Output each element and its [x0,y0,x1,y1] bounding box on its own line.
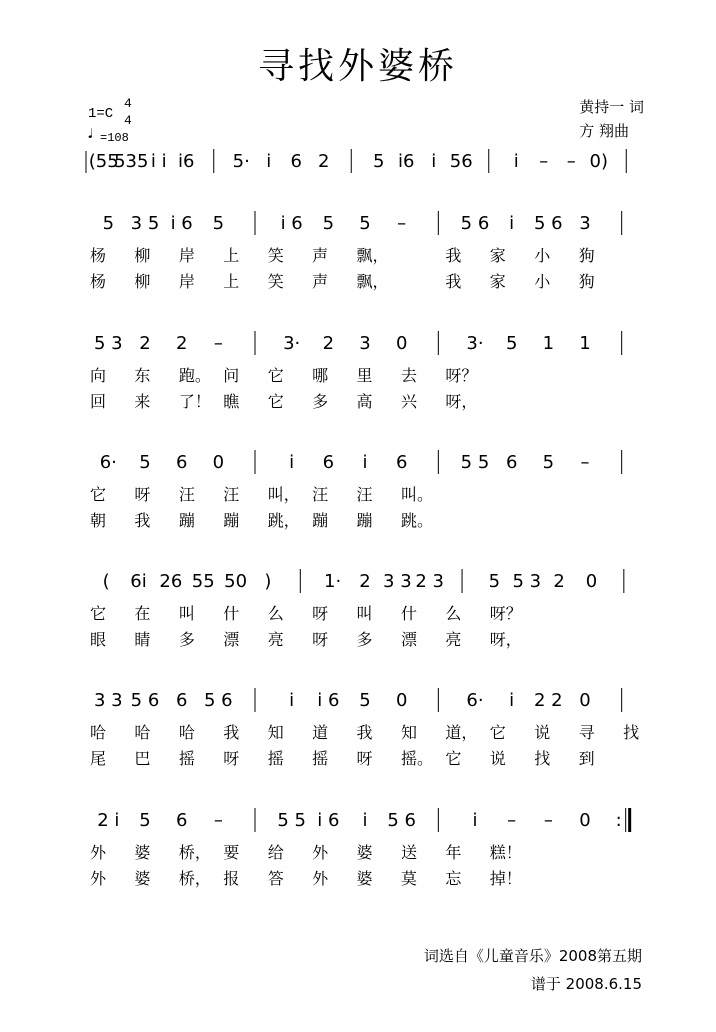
lyric-verse-2: 家 [489,272,506,291]
lyric-verse-2: 婆 [134,869,151,888]
note: i [513,151,519,172]
note: 5 6 [534,213,563,234]
lyric-verse-1: 年 [445,843,462,862]
lyric-verse-2: 亮 [445,630,462,649]
note: – [539,151,549,172]
note: 5 [359,690,371,711]
lyric-verse-2: 我 [445,272,462,291]
lyric-verse-1: 去 [400,366,417,385]
note: 5 5 [277,810,306,831]
lyric-verse-1: 送 [400,843,417,862]
lyric-verse-2: 外 [312,869,329,888]
lyric-verse-1: 汪 [356,485,373,504]
tempo-marking: =108 [100,131,129,145]
lyric-verse-1: 小 [534,246,551,265]
lyric-verse-1: 桥， [178,843,211,862]
note: i [509,690,515,711]
lyric-verse-1: 什 [223,604,240,623]
note: 5 [322,213,335,234]
note: 5 6 [460,213,490,234]
note: 535 [114,151,149,172]
lyric-verse-1: 我 [445,246,462,265]
lyric-verse-2: 笑 [267,272,284,291]
lyric-verse-2: 呀， [489,630,522,649]
note: i [362,452,368,473]
lyric-verse-1: 笑 [267,246,284,265]
note: i [472,810,478,831]
lyric-verse-1: 狗 [578,246,595,265]
note: 6i [130,571,147,592]
note: 3 [579,213,591,234]
note: i6 [398,151,415,172]
note: 3 [359,333,371,354]
lyric-verse-1: 汪 [312,485,329,504]
lyric-verse-2: 尾 [90,749,107,768]
lyric-verse-1: 呀 [312,604,329,623]
lyric-verse-1: 给 [267,843,284,862]
lyric-verse-2: 兴 [400,392,417,411]
note: 2 [322,333,335,354]
lyric-verse-2: 上 [223,272,240,291]
lyric-verse-2: 报 [223,869,240,888]
lyric-verse-2: 呀 [223,749,240,768]
lyric-verse-2: 它 [267,392,284,411]
note: 5 3 [512,571,542,592]
lyric-verse-2: 说 [489,749,506,768]
lyric-verse-1: 知 [400,723,417,742]
lyric-verse-2: 小 [534,272,551,291]
lyric-verse-1: 东 [134,366,151,385]
lyric-verse-2: 找 [534,749,551,768]
lyric-verse-2: 多 [356,630,373,649]
lyric-verse-1: 叫， [267,485,300,504]
note: 5 6 [204,690,233,711]
note: 2 2 [534,690,563,711]
lyric-verse-2: 睛 [134,630,151,649]
note: – [507,810,517,831]
lyricist-credit: 黄持一 词 [579,98,644,116]
note: 6 [322,452,335,473]
lyric-verse-1: 呀 [134,485,151,504]
note: i [289,690,295,711]
lyric-verse-2: 摇 [267,749,284,768]
note: 2 [553,571,565,592]
note: ) [264,571,272,592]
lyric-verse-2: 了！ [178,392,211,411]
lyric-verse-1: 它 [90,485,107,504]
note: – [566,151,576,172]
note: 0 [395,333,408,354]
note: 6 [395,452,408,473]
repeat-sign: : [615,810,622,831]
lyric-verse-2: 呀 [312,630,329,649]
lyric-verse-2: 答 [267,869,284,888]
lyric-verse-1: 糕！ [489,843,522,862]
note: 5 [359,213,371,234]
note: 5 3 [94,333,123,354]
lyric-verse-2: 莫 [400,869,417,888]
note: 2 3 [415,571,445,592]
lyric-verse-1: 里 [356,366,373,385]
note: 0) [589,151,608,172]
lyric-verse-2: 呀 [356,749,373,768]
lyric-verse-2: 婆 [356,869,373,888]
lyric-verse-2: 瞧 [223,392,240,411]
lyric-verse-2: 呀， [445,392,478,411]
quarter-note-icon: ♩ [86,124,97,144]
note: 50 [224,571,248,592]
song-title: 寻找外婆桥 [257,46,458,87]
note: 5 [505,333,518,354]
lyric-verse-1: 道 [312,723,329,742]
note: 55 [191,571,215,592]
lyric-verse-1: 道， [445,723,478,742]
note: 5 [488,571,501,592]
lyric-verse-2: 桥， [178,869,211,888]
lyric-verse-2: 跳， [267,511,300,530]
lyric-verse-1: 向 [90,366,107,385]
lyric-verse-2: 它 [445,749,462,768]
lyric-verse-2: 眼 [90,630,107,649]
lyric-verse-2: 跳。 [400,511,433,530]
note: 5 6 [387,810,416,831]
lyric-verse-1: 哈 [134,723,151,742]
note: 5 [139,452,151,473]
note: 0 [579,810,591,831]
lyric-verse-2: 多 [178,630,195,649]
lyric-verse-2: 掉！ [489,869,522,888]
lyric-verse-1: 外 [90,843,107,862]
note: – [213,810,223,831]
note: 5 [373,151,385,172]
note: 3 5 [130,213,160,234]
lyric-verse-1: 婆 [134,843,151,862]
note: i 6 [170,213,193,234]
lyric-verse-1: 呀？ [489,604,522,623]
lyric-verse-1: 呀？ [445,366,478,385]
lyric-verse-1: 汪 [178,485,195,504]
lyric-verse-1: 柳 [134,246,151,265]
lyric-verse-2: 岸 [178,272,195,291]
lyric-verse-1: 叫。 [400,485,433,504]
lyric-verse-2: 朝 [90,511,107,530]
note: 26 [159,571,183,592]
note: 5· [232,151,250,172]
note: 6· [466,690,484,711]
lyric-verse-1: 它 [267,366,284,385]
note: i 6 [317,690,340,711]
time-signature-bottom: 4 [124,113,132,128]
note: 0 [212,452,225,473]
lyric-verse-2: 摇。 [400,749,433,768]
note: 6· [99,452,117,473]
lyric-verse-1: 要 [223,843,240,862]
note: 0 [579,690,591,711]
note: ( [102,571,110,592]
lyric-verse-1: 寻 [578,723,595,742]
note: 0 [585,571,598,592]
lyric-verse-1: 外 [312,843,329,862]
note: 2 [175,333,188,354]
note: 2 [139,333,151,354]
lyric-verse-1: 我 [356,723,373,742]
note: 3· [283,333,301,354]
note: 6 [175,810,188,831]
note: 5 [542,452,555,473]
lyric-verse-2: 到 [578,749,595,768]
note: i 6 [317,810,340,831]
lyric-verse-2: 忘 [445,869,462,888]
note: – [397,213,407,234]
lyric-verse-2: 高 [356,392,373,411]
note: 1 [579,333,591,354]
note: 0 [395,690,408,711]
note: 5 [139,810,151,831]
date-note: 谱于 2008.6.15 [530,975,642,993]
lyric-verse-2: 多 [312,392,329,411]
lyric-verse-2: 飘， [356,272,389,291]
lyric-verse-2: 回 [90,392,107,411]
lyric-verse-2: 柳 [134,272,151,291]
lyric-verse-1: 汪 [223,485,240,504]
lyric-verse-1: 飘， [356,246,389,265]
note: – [213,333,223,354]
note: 2 i [97,810,120,831]
lyric-verse-2: 漂 [223,630,240,649]
lyric-verse-2: 狗 [578,272,595,291]
note: i6 [178,151,195,172]
note: 2 [318,151,330,172]
composer-credit: 方 翔曲 [579,122,629,140]
lyric-verse-1: 么 [267,604,284,623]
note: i [362,810,368,831]
lyric-verse-1: 杨 [90,246,107,265]
note: i 6 [280,213,303,234]
note: 2 [359,571,371,592]
note: 6 [175,452,188,473]
note: i [509,213,515,234]
note: 56 [449,151,473,172]
lyric-verse-1: 问 [223,366,240,385]
lyric-verse-1: 哈 [178,723,195,742]
note: 6 [290,151,302,172]
note: 5 6 [130,690,160,711]
lyric-verse-2: 蹦 [223,511,240,530]
lyric-verse-2: 蹦 [356,511,373,530]
lyric-verse-1: 家 [489,246,506,265]
note: 3 3 [94,690,123,711]
lyric-verse-2: 亮 [267,630,284,649]
source-note: 词选自《儿童音乐》2008第五期 [423,947,642,965]
lyric-verse-1: 它 [90,604,107,623]
note: 1· [324,571,342,592]
lyric-verse-2: 蹦 [312,511,329,530]
lyric-verse-2: 巴 [134,749,151,768]
lyric-verse-1: 它 [489,723,506,742]
lyric-verse-1: 声 [312,246,329,265]
lyric-verse-2: 漂 [400,630,417,649]
lyric-verse-1: 么 [445,604,462,623]
note: 5 [212,213,225,234]
lyric-verse-2: 来 [134,392,151,411]
lyric-verse-2: 摇 [178,749,195,768]
lyric-verse-2: 外 [90,869,107,888]
lyric-verse-2: 声 [312,272,329,291]
note: i [431,151,437,172]
lyric-verse-1: 在 [134,604,151,623]
note: i [289,452,295,473]
lyric-verse-2: 杨 [90,272,107,291]
note: i i [150,151,167,172]
lyric-verse-1: 上 [223,246,240,265]
footer [424,942,642,998]
lyric-verse-1: 找 [623,723,640,742]
note: i [266,151,272,172]
lyric-verse-1: 我 [223,723,240,742]
note: 6 [175,690,188,711]
lyric-verse-1: 跑。 [178,366,211,385]
lyric-verse-1: 婆 [356,843,373,862]
note: 5 [102,213,115,234]
key-signature: 1=C [88,106,114,122]
lyric-verse-1: 叫 [356,604,373,623]
lyric-verse-2: 我 [134,511,151,530]
note: 6 [505,452,518,473]
lyric-verse-1: 哪 [312,366,329,385]
lyric-verse-1: 叫 [178,604,195,623]
note: 3· [466,333,484,354]
note: – [543,810,553,831]
lyric-verse-2: 蹦 [178,511,195,530]
note: 5 5 [460,452,490,473]
note: – [580,452,590,473]
lyric-verse-1: 说 [534,723,551,742]
lyric-verse-1: 岸 [178,246,195,265]
note: (55 [88,151,119,172]
time-signature-top: 4 [124,96,132,111]
lyric-verse-1: 知 [267,723,284,742]
lyric-verse-1: 什 [400,604,417,623]
lyric-verse-1: 哈 [90,723,107,742]
lyric-verse-2: 摇 [312,749,329,768]
note: 3 3 [383,571,412,592]
note: 1 [542,333,555,354]
